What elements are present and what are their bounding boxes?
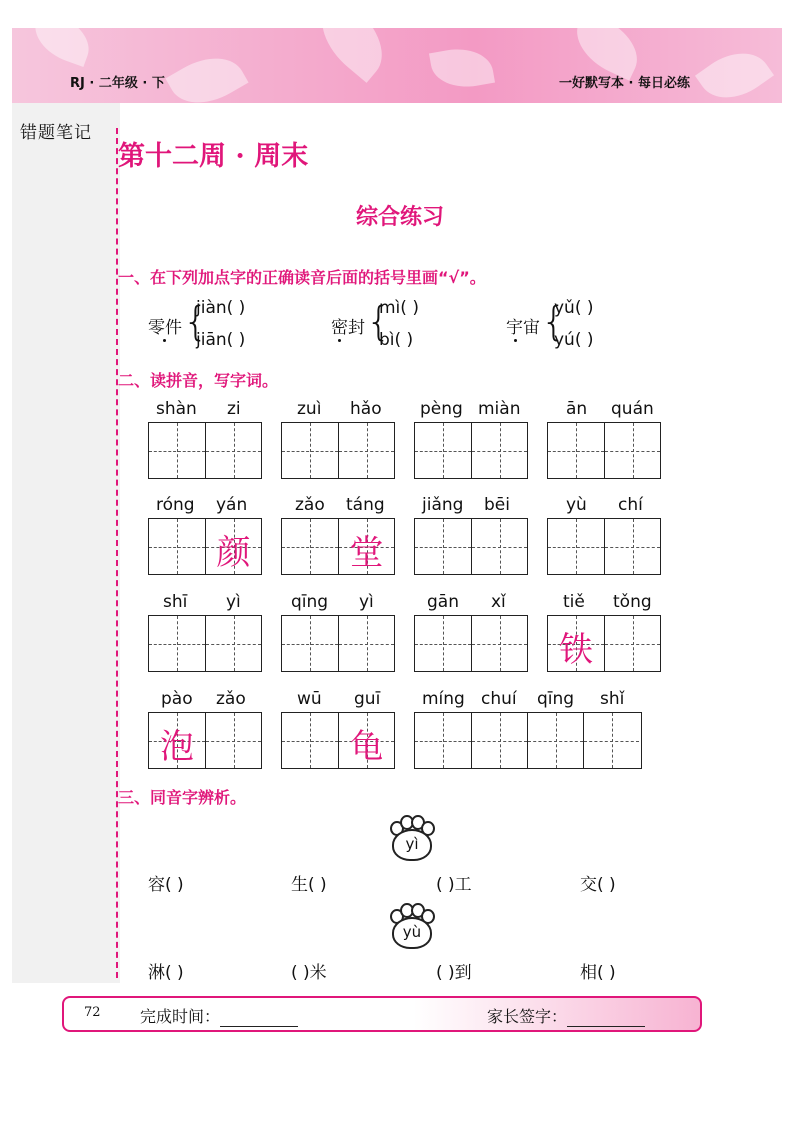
- writing-grid[interactable]: [414, 518, 528, 575]
- pinyin: shī: [163, 592, 188, 612]
- section-1-items: [148, 296, 748, 356]
- writing-grid[interactable]: [547, 615, 661, 672]
- blank-item: 交( ): [580, 875, 616, 895]
- writing-grid[interactable]: [414, 712, 642, 769]
- pinyin: yì: [359, 592, 374, 612]
- pinyin: shàn: [156, 399, 197, 419]
- writing-grid[interactable]: [148, 712, 262, 769]
- parent-signature-blank[interactable]: [567, 1012, 645, 1027]
- brace: {: [183, 299, 209, 345]
- pinyin: róng: [156, 495, 195, 515]
- paw-icon: [386, 815, 434, 859]
- writing-grid[interactable]: [281, 615, 395, 672]
- answer-char: 泡: [160, 727, 194, 767]
- pinyin: tiě: [563, 592, 585, 612]
- blank-item: ( )米: [291, 963, 327, 983]
- parent-signature: [487, 1004, 645, 1027]
- pinyin: wū: [297, 689, 322, 709]
- pinyin: guī: [354, 689, 381, 709]
- pinyin: yì: [226, 592, 241, 612]
- grade-label: RJ · 二年级 · 下: [70, 76, 165, 91]
- word-2: 密封: [331, 318, 365, 338]
- writing-grid[interactable]: [148, 518, 262, 575]
- pinyin: zǎo: [216, 689, 246, 709]
- brace: {: [366, 299, 392, 345]
- answer-char: 龟: [349, 727, 384, 767]
- section-3-heading: 三、同音字辨析。: [118, 788, 247, 807]
- pinyin: ān: [566, 399, 588, 419]
- pinyin: qīng: [291, 592, 329, 612]
- writing-grid[interactable]: [148, 422, 262, 479]
- pinyin: pào: [161, 689, 193, 709]
- brace: {: [541, 299, 567, 345]
- writing-grid[interactable]: [414, 615, 528, 672]
- blank-item: ( )工: [436, 875, 472, 895]
- section-2-heading: 二、读拼音，写字词。: [118, 371, 279, 390]
- writing-grid[interactable]: [148, 615, 262, 672]
- notes-column: [12, 103, 120, 983]
- paw-pinyin: yù: [392, 917, 432, 949]
- pinyin: qīng: [537, 689, 575, 709]
- blank-item: 容( ): [148, 875, 184, 895]
- paw-pinyin: yì: [392, 829, 432, 861]
- option: yǔ( ): [554, 298, 594, 318]
- pinyin: táng: [346, 495, 385, 515]
- writing-grid[interactable]: [281, 712, 395, 769]
- word-3: 宇宙: [506, 318, 540, 338]
- pinyin: yán: [216, 495, 248, 515]
- writing-grid[interactable]: [281, 518, 395, 575]
- writing-grid[interactable]: [547, 518, 661, 575]
- completion-time: [140, 1004, 298, 1027]
- option: mì( ): [379, 298, 419, 318]
- writing-grid[interactable]: [547, 422, 661, 479]
- pinyin: xǐ: [491, 592, 506, 612]
- series-label: 一好默写本 · 每日必练: [559, 76, 690, 91]
- pinyin: yù: [566, 495, 587, 515]
- answer-char: 颜: [216, 533, 251, 573]
- writing-grid[interactable]: [281, 422, 395, 479]
- pinyin: quán: [611, 399, 654, 419]
- pinyin: shǐ: [600, 689, 625, 709]
- pinyin: miàn: [478, 399, 521, 419]
- pinyin: zi: [227, 399, 241, 419]
- option: jiān( ): [196, 330, 246, 350]
- section-1-heading: 一、在下列加点字的正确读音后面的括号里画“√”。: [118, 268, 486, 287]
- paw-icon: [386, 903, 434, 947]
- header-banner: [12, 28, 782, 103]
- pinyin: míng: [422, 689, 465, 709]
- answer-char: 铁: [559, 630, 593, 670]
- blank-item: 淋( ): [148, 963, 184, 983]
- writing-grid[interactable]: [414, 422, 528, 479]
- parent-signature-label: 家长签字：: [487, 1007, 568, 1026]
- blank-item: 相( ): [580, 963, 616, 983]
- answer-char: 堂: [349, 533, 384, 573]
- pinyin: hǎo: [350, 399, 382, 419]
- margin-divider: [116, 128, 118, 978]
- word-1: 零件: [148, 318, 182, 338]
- option: jiàn( ): [196, 298, 246, 318]
- pinyin: jiǎng: [422, 495, 464, 515]
- pinyin: zǎo: [295, 495, 325, 515]
- option: bì( ): [379, 330, 414, 350]
- week-title: 第十二周 · 周末: [118, 141, 309, 172]
- blank-item: 生( ): [291, 875, 327, 895]
- pinyin: gān: [427, 592, 459, 612]
- notes-label: 错题笔记: [20, 123, 92, 143]
- pinyin: zuì: [297, 399, 322, 419]
- pinyin: bēi: [484, 495, 510, 515]
- pinyin: pèng: [420, 399, 463, 419]
- completion-time-label: 完成时间：: [140, 1007, 221, 1026]
- pinyin: chuí: [481, 689, 517, 709]
- pinyin: tǒng: [613, 592, 652, 612]
- pinyin: chí: [618, 495, 643, 515]
- completion-time-blank[interactable]: [220, 1012, 298, 1027]
- page-number: 72: [84, 1005, 101, 1020]
- blank-item: ( )到: [436, 963, 472, 983]
- option: yú( ): [554, 330, 594, 350]
- exercise-title: 综合练习: [355, 205, 444, 230]
